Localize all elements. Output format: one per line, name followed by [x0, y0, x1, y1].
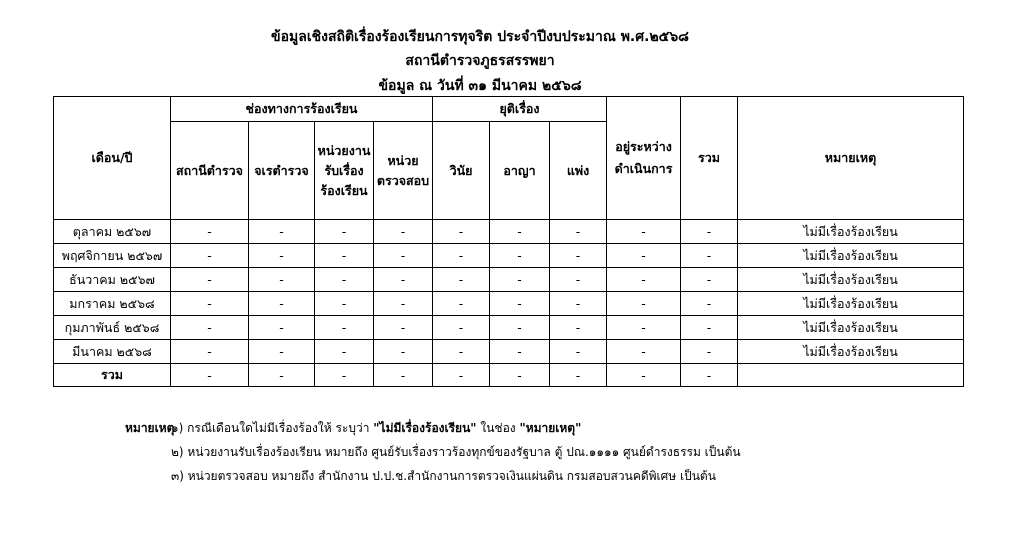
total-complaint-agency-cell: - [315, 364, 374, 387]
complaint-agency-cell: - [315, 316, 374, 340]
total-police-inspector-cell: - [249, 364, 315, 387]
note-1-text: ๑) กรณีเดือนใดไม่มีเรื่องร้องให้ ระบุว่า [171, 421, 374, 435]
complaint-agency-cell: - [315, 244, 374, 268]
table-row [54, 268, 964, 292]
total-audit-unit-cell: - [374, 364, 433, 387]
total-civil-cell: - [550, 364, 607, 387]
month-cell: กุมภาพันธ์ ๒๕๖๘ [54, 316, 171, 340]
month-cell: มีนาคม ๒๕๖๘ [54, 340, 171, 364]
police-inspector-cell: - [249, 220, 315, 244]
discipline-cell: - [433, 316, 490, 340]
note-1-quote-1: "ไม่มีเรื่องร้องเรียน" [373, 421, 477, 435]
note-1-middle: ในช่อง [476, 421, 520, 435]
notes-label: หมายเหตุ [125, 421, 175, 435]
note-1-quote-2: "หมายเหตุ" [519, 421, 582, 435]
total-cell: - [681, 268, 738, 292]
criminal-cell: - [490, 316, 550, 340]
remark-cell: ไม่มีเรื่องร้องเรียน [738, 340, 964, 364]
col-civil-header: แพ่ง [550, 122, 607, 220]
police-inspector-cell: - [249, 316, 315, 340]
in-progress-cell: - [607, 316, 681, 340]
station-name: สถานีตำรวจภูธรสรรพยา [405, 53, 555, 69]
civil-cell: - [550, 220, 607, 244]
civil-cell: - [550, 316, 607, 340]
table-row [54, 220, 964, 244]
criminal-cell: - [490, 292, 550, 316]
total-total-cell: - [681, 364, 738, 387]
channels-group-header: ช่องทางการร้องเรียน [171, 97, 433, 122]
table-row [54, 244, 964, 268]
criminal-cell: - [490, 340, 550, 364]
discipline-cell: - [433, 340, 490, 364]
audit-unit-cell: - [374, 220, 433, 244]
col-audit-unit-header: หน่วยตรวจสอบ [374, 122, 433, 220]
police-station-cell: - [171, 292, 249, 316]
in-progress-cell: - [607, 340, 681, 364]
total-in-progress-cell: - [607, 364, 681, 387]
total-police-station-cell: - [171, 364, 249, 387]
discipline-cell: - [433, 292, 490, 316]
police-inspector-cell: - [249, 340, 315, 364]
remark-cell: ไม่มีเรื่องร้องเรียน [738, 244, 964, 268]
note-2-text: ๒) หน่วยงานรับเรื่องร้องเรียน หมายถึง ศูนย์รับเรื่องราวร้องทุกข์ของรัฐบาล ตู้ ปณ.๑๑๑๑ ศูนย์ดำรงธรรม เป็นต้น [171, 445, 741, 459]
report-title: ข้อมูลเชิงสถิติเรื่องร้องเรียนการทุจริต ประจำปีงบประมาณ พ.ศ.๒๕๖๘ [271, 29, 689, 45]
notes-section [125, 420, 741, 492]
police-station-cell: - [171, 220, 249, 244]
police-inspector-cell: - [249, 292, 315, 316]
civil-cell: - [550, 244, 607, 268]
col-total-header: รวม [681, 97, 738, 220]
discipline-cell: - [433, 220, 490, 244]
col-criminal-header: อาญา [490, 122, 550, 220]
col-remark-header: หมายเหตุ [738, 97, 964, 220]
note-2 [125, 444, 741, 468]
audit-unit-cell: - [374, 292, 433, 316]
complaint-agency-cell: - [315, 268, 374, 292]
remark-cell: ไม่มีเรื่องร้องเรียน [738, 220, 964, 244]
police-inspector-cell: - [249, 268, 315, 292]
total-cell: - [681, 220, 738, 244]
col-police-station-header: สถานีตำรวจ [171, 122, 249, 220]
total-cell: - [681, 316, 738, 340]
remark-cell: ไม่มีเรื่องร้องเรียน [738, 316, 964, 340]
civil-cell: - [550, 340, 607, 364]
discipline-cell: - [433, 244, 490, 268]
criminal-cell: - [490, 220, 550, 244]
month-cell: ธันวาคม ๒๕๖๗ [54, 268, 171, 292]
month-cell: มกราคม ๒๕๖๘ [54, 292, 171, 316]
total-cell: - [681, 340, 738, 364]
audit-unit-cell: - [374, 316, 433, 340]
note-1 [125, 420, 741, 444]
remark-cell: ไม่มีเรื่องร้องเรียน [738, 268, 964, 292]
police-station-cell: - [171, 340, 249, 364]
police-inspector-cell: - [249, 244, 315, 268]
col-month-header: เดือน/ปี [54, 97, 171, 220]
civil-cell: - [550, 292, 607, 316]
police-station-cell: - [171, 244, 249, 268]
in-progress-cell: - [607, 292, 681, 316]
in-progress-cell: - [607, 220, 681, 244]
month-cell: ตุลาคม ๒๕๖๗ [54, 220, 171, 244]
total-cell: - [681, 292, 738, 316]
audit-unit-cell: - [374, 340, 433, 364]
remark-cell: ไม่มีเรื่องร้องเรียน [738, 292, 964, 316]
total-remark-cell [738, 364, 964, 387]
total-label: รวม [54, 364, 171, 387]
in-progress-cell: - [607, 268, 681, 292]
police-station-cell: - [171, 268, 249, 292]
col-complaint-agency-header: หน่วยงานรับเรื่องร้องเรียน [315, 122, 374, 220]
header-row-1 [54, 97, 964, 122]
civil-cell: - [550, 268, 607, 292]
complaint-agency-cell: - [315, 292, 374, 316]
table-row [54, 292, 964, 316]
col-in-progress-header: อยู่ระหว่างดำเนินการ [607, 97, 681, 220]
note-3-text: ๓) หน่วยตรวจสอบ หมายถึง สำนักงาน ป.ป.ช.สำนักงานการตรวจเงินแผ่นดิน กรมสอบสวนคดีพิเศษ เป็นต้น [171, 469, 716, 483]
police-station-cell: - [171, 316, 249, 340]
col-police-inspector-header: จเรตำรวจ [249, 122, 315, 220]
total-row [54, 364, 964, 387]
total-discipline-cell: - [433, 364, 490, 387]
col-discipline-header: วินัย [433, 122, 490, 220]
complaint-agency-cell: - [315, 220, 374, 244]
total-criminal-cell: - [490, 364, 550, 387]
criminal-cell: - [490, 244, 550, 268]
criminal-cell: - [490, 268, 550, 292]
month-cell: พฤศจิกายน ๒๕๖๗ [54, 244, 171, 268]
discipline-cell: - [433, 268, 490, 292]
complaint-statistics-table [53, 96, 964, 387]
complaint-agency-cell: - [315, 340, 374, 364]
as-of-date: ข้อมูล ณ วันที่ ๓๑ มีนาคม ๒๕๖๘ [378, 78, 582, 94]
audit-unit-cell: - [374, 268, 433, 292]
total-cell: - [681, 244, 738, 268]
closed-group-header: ยุติเรื่อง [433, 97, 607, 122]
in-progress-cell: - [607, 244, 681, 268]
note-3 [125, 468, 741, 492]
table-row [54, 316, 964, 340]
audit-unit-cell: - [374, 244, 433, 268]
table-row [54, 340, 964, 364]
